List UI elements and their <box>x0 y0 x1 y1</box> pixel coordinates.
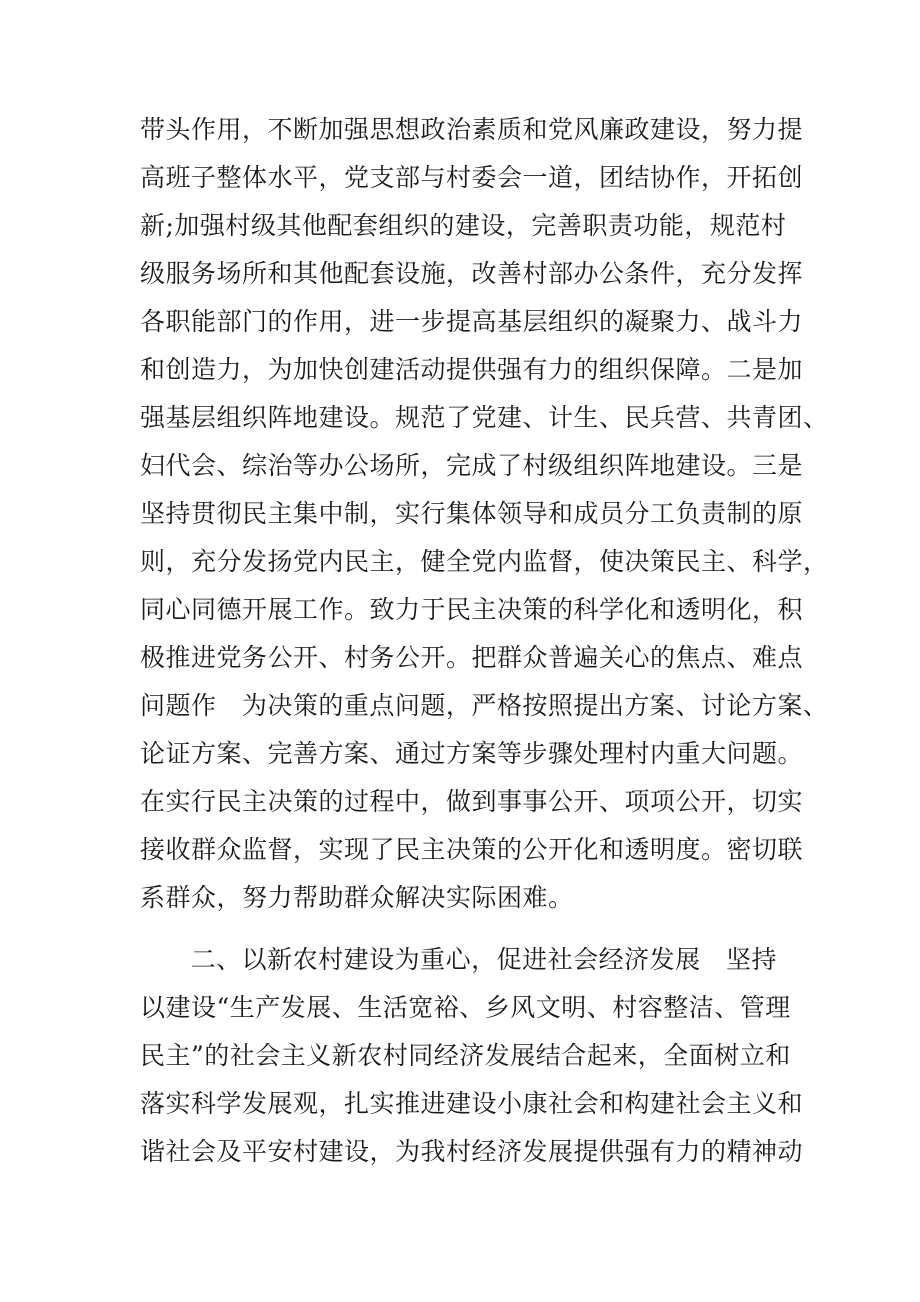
text-line: 在实行民主决策的过程中，做到事事公开、项项公开，切实 <box>140 787 804 816</box>
text-line: 同心同德开展工作。致力于民主决策的科学化和透明化，积 <box>140 595 804 624</box>
text-line: 极推进党务公开、村务公开。把群众普遍关心的焦点、难点 <box>140 643 804 672</box>
text-line: 接收群众监督，实现了民主决策的公开化和透明度。密切联 <box>140 835 804 864</box>
text-line: 谐社会及平安村建设，为我村经济发展提供强有力的精神动 <box>140 1137 804 1166</box>
paragraph-gap <box>140 922 800 936</box>
text-line: 高班子整体水平，党支部与村委会一道，团结协作，开拓创 <box>140 163 804 192</box>
text-line: 强基层组织阵地建设。规范了党建、计生、民兵营、共青团、 <box>140 403 829 432</box>
text-line: 各职能部门的作用，进一步提高基层组织的凝聚力、战斗力 <box>140 307 804 336</box>
text-line: 问题作 为决策的重点问题，严格按照提出方案、讨论方案、 <box>140 691 829 720</box>
text-line: 民主”的社会主义新农村同经济发展结合起来，全面树立和 <box>140 1041 791 1070</box>
text-line: 则，充分发扬党内民主，健全党内监督，使决策民主、科学， <box>140 547 829 576</box>
text-line: 论证方案、完善方案、通过方案等步骤处理村内重大问题。 <box>140 739 804 768</box>
text-line: 新;加强村级其他配套组织的建设，完善职责功能，规范村 <box>140 211 787 240</box>
paragraph-1 <box>140 106 829 922</box>
document-body <box>140 106 829 1176</box>
text-line: 系群众，努力帮助群众解决实际困难。 <box>140 883 574 912</box>
text-line: 和创造力，为加快创建活动提供强有力的组织保障。二是加 <box>140 355 804 384</box>
text-line: 落实科学发展观，扎实推进建设小康社会和构建社会主义和 <box>140 1089 804 1118</box>
section-heading-line: 二、以新农村建设为重心，促进社会经济发展 坚持 <box>140 945 778 974</box>
text-line: 带头作用，不断加强思想政治素质和党风廉政建设，努力提 <box>140 115 804 144</box>
text-line: 坚持贯彻民主集中制，实行集体领导和成员分工负责制的原 <box>140 499 804 528</box>
text-line: 级服务场所和其他配套设施，改善村部办公条件，充分发挥 <box>140 259 804 288</box>
text-line: 妇代会、综治等办公场所，完成了村级组织阵地建设。三是 <box>140 451 804 480</box>
text-line: 以建设“生产发展、生活宽裕、乡风文明、村容整洁、管理 <box>140 993 791 1022</box>
paragraph-2 <box>140 936 804 1176</box>
